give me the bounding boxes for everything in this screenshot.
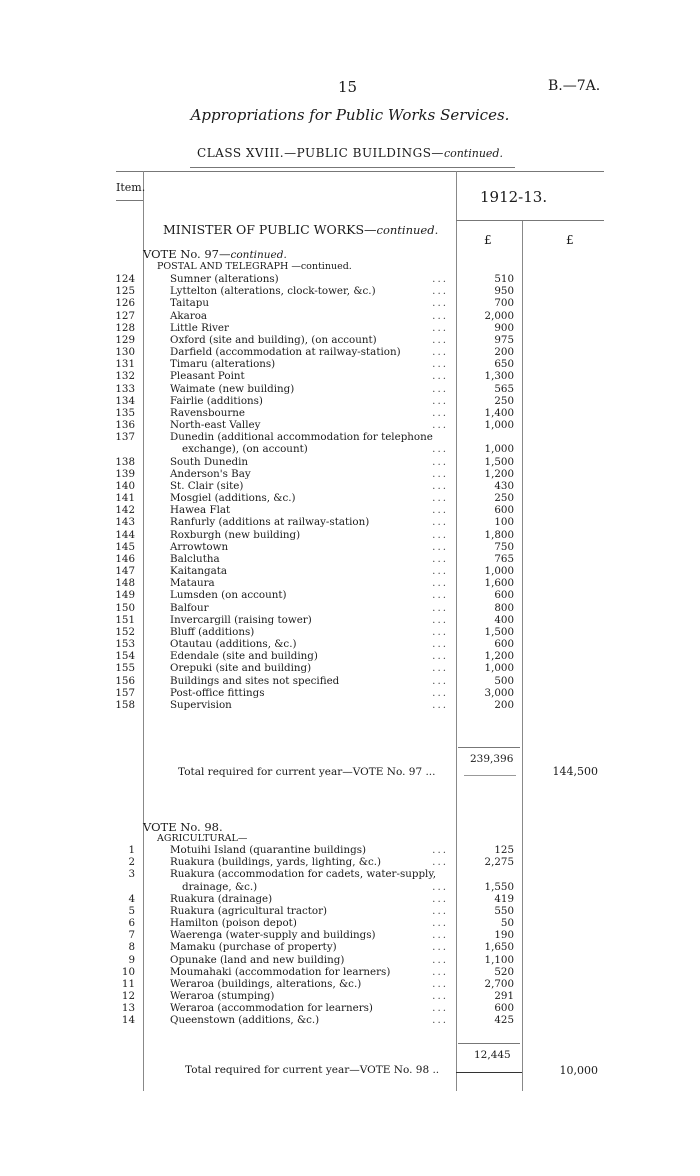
item-number: 144 bbox=[115, 528, 135, 541]
item-number: 137 bbox=[115, 431, 135, 444]
vote-97-subtotal-rule bbox=[458, 747, 520, 748]
item-number: 142 bbox=[115, 504, 135, 517]
table-row bbox=[0, 1002, 700, 1014]
item-amount: 419 bbox=[494, 892, 514, 905]
item-number: 143 bbox=[115, 516, 135, 529]
item-number: 152 bbox=[115, 625, 135, 638]
item-amount: 1,000 bbox=[484, 662, 514, 675]
table-row bbox=[0, 565, 700, 577]
item-description: Ruakura (agricultural tractor) bbox=[170, 904, 328, 917]
item-number: 157 bbox=[115, 686, 135, 699]
leader-dots: ... bbox=[432, 419, 448, 432]
leader-dots: ... bbox=[432, 273, 448, 285]
table-row bbox=[0, 978, 700, 990]
item-amount: 2,000 bbox=[484, 309, 514, 322]
item-description: Lumsden (on account) bbox=[170, 589, 287, 602]
item-description: Fairlie (additions) bbox=[170, 394, 263, 407]
item-number: 153 bbox=[115, 638, 135, 651]
table-row bbox=[0, 468, 700, 480]
item-amount: 1,200 bbox=[484, 467, 514, 480]
vote-98-subtotal-rule bbox=[458, 1043, 520, 1044]
item-description: drainage, &c.) bbox=[182, 880, 258, 893]
item-number: 155 bbox=[115, 662, 135, 675]
item-description: South Dunedin bbox=[170, 455, 249, 468]
vote-97-heading bbox=[143, 247, 287, 261]
item-amount: 400 bbox=[494, 613, 514, 626]
item-number: 125 bbox=[115, 285, 135, 298]
table-row bbox=[0, 516, 700, 528]
class-heading-text: CLASS XVIII.—PUBLIC BUILDINGS— bbox=[197, 146, 444, 160]
item-amount: 190 bbox=[494, 929, 514, 942]
item-description: Ruakura (accommodation for cadets, water-supply, bbox=[170, 868, 437, 881]
item-number: 130 bbox=[115, 346, 135, 359]
leader-dots: ... bbox=[432, 674, 448, 687]
item-number: 9 bbox=[128, 953, 135, 966]
table-row bbox=[0, 699, 700, 711]
leader-dots: ... bbox=[432, 516, 448, 529]
vote-97-total-label: Total required for current year—VOTE No. 97 ... bbox=[178, 766, 436, 778]
ministry-heading-continued: continued. bbox=[376, 223, 439, 237]
table-row bbox=[0, 529, 700, 541]
leader-dots: ... bbox=[432, 565, 448, 578]
item-amount: 125 bbox=[494, 844, 514, 856]
item-number: 140 bbox=[115, 479, 135, 492]
item-number: 8 bbox=[128, 941, 135, 954]
item-amount: 1,000 bbox=[484, 419, 514, 432]
table-row bbox=[0, 929, 700, 941]
item-amount: 800 bbox=[494, 601, 514, 614]
leader-dots: ... bbox=[432, 333, 448, 346]
item-amount: 950 bbox=[494, 285, 514, 298]
table-row bbox=[0, 602, 700, 614]
leader-dots: ... bbox=[432, 504, 448, 517]
leader-dots: ... bbox=[432, 844, 448, 856]
item-number: 129 bbox=[115, 333, 135, 346]
item-description: Buildings and sites not specified bbox=[170, 674, 340, 687]
item-description: Queenstown (additions, &c.) bbox=[170, 1014, 320, 1027]
item-description: Little River bbox=[170, 321, 229, 334]
item-description: Ravensbourne bbox=[170, 406, 246, 419]
item-description: Mosgiel (additions, &c.) bbox=[170, 492, 296, 505]
rule-top bbox=[116, 171, 604, 172]
item-number: 138 bbox=[115, 455, 135, 468]
table-row bbox=[0, 310, 700, 322]
leader-dots: ... bbox=[432, 625, 448, 638]
item-description: Edendale (site and building) bbox=[170, 650, 318, 663]
item-number: 10 bbox=[121, 965, 135, 978]
item-amount: 1,500 bbox=[484, 625, 514, 638]
item-amount: 765 bbox=[494, 552, 514, 565]
item-number: 154 bbox=[115, 650, 135, 663]
item-description: Darfield (accommodation at railway-station) bbox=[170, 346, 401, 359]
leader-dots: ... bbox=[432, 467, 448, 480]
item-description: Moumahaki (accommodation for learners) bbox=[170, 965, 391, 978]
item-amount: 1,200 bbox=[484, 650, 514, 663]
leader-dots: ... bbox=[432, 650, 448, 663]
table-row bbox=[0, 383, 700, 395]
table-row bbox=[0, 480, 700, 492]
item-description: Ranfurly (additions at railway-station) bbox=[170, 516, 370, 529]
item-description: Anderson's Bay bbox=[170, 467, 251, 480]
leader-dots: ... bbox=[432, 479, 448, 492]
item-amount: 50 bbox=[500, 917, 514, 930]
item-description: Post-office fittings bbox=[170, 686, 265, 699]
item-amount: 1,600 bbox=[484, 577, 514, 590]
item-description: Supervision bbox=[170, 698, 232, 711]
table-row bbox=[0, 553, 700, 565]
item-description: Sumner (alterations) bbox=[170, 273, 279, 285]
item-number: 131 bbox=[115, 358, 135, 371]
table-row bbox=[0, 881, 700, 893]
item-description: Lyttelton (alterations, clock-tower, &c.) bbox=[170, 285, 376, 298]
item-number: 147 bbox=[115, 565, 135, 578]
item-description: Dunedin (additional accommodation for telephone bbox=[170, 431, 433, 444]
item-description: North-east Valley bbox=[170, 419, 261, 432]
currency-label-amount: £ bbox=[484, 233, 492, 247]
year-header: 1912-13. bbox=[480, 188, 548, 206]
item-description: Mamaku (purchase of property) bbox=[170, 941, 337, 954]
vote-97-subtotal: 239,396 bbox=[470, 753, 514, 765]
item-amount: 600 bbox=[494, 638, 514, 651]
leader-dots: ... bbox=[432, 552, 448, 565]
item-amount: 1,000 bbox=[484, 565, 514, 578]
leader-dots: ... bbox=[432, 965, 448, 978]
leader-dots: ... bbox=[432, 990, 448, 1003]
table-row bbox=[0, 954, 700, 966]
leader-dots: ... bbox=[432, 589, 448, 602]
table-row bbox=[0, 844, 700, 856]
item-description: Weraroa (buildings, alterations, &c.) bbox=[170, 977, 362, 990]
table-row bbox=[0, 650, 700, 662]
vote-98-heading: VOTE No. 98. bbox=[143, 820, 223, 834]
item-number: 4 bbox=[128, 892, 135, 905]
item-number: 156 bbox=[115, 674, 135, 687]
item-amount: 600 bbox=[494, 589, 514, 602]
item-description: Taitapu bbox=[170, 297, 210, 310]
table-row bbox=[0, 541, 700, 553]
item-amount: 1,300 bbox=[484, 370, 514, 383]
table-row bbox=[0, 638, 700, 650]
leader-dots: ... bbox=[432, 686, 448, 699]
table-row bbox=[0, 856, 700, 868]
item-description: Balclutha bbox=[170, 552, 220, 565]
leader-dots: ... bbox=[432, 577, 448, 590]
item-number: 146 bbox=[115, 552, 135, 565]
item-description: Mataura bbox=[170, 577, 215, 590]
table-row bbox=[0, 346, 700, 358]
table-row bbox=[0, 687, 700, 699]
table-row bbox=[0, 431, 700, 443]
item-number: 12 bbox=[121, 990, 135, 1003]
item-description: Pleasant Point bbox=[170, 370, 245, 383]
leader-dots: ... bbox=[432, 394, 448, 407]
item-amount: 1,650 bbox=[484, 941, 514, 954]
item-amount: 600 bbox=[494, 1002, 514, 1015]
rule-item bbox=[116, 200, 143, 201]
class-heading bbox=[0, 146, 700, 160]
table-row bbox=[0, 504, 700, 516]
item-description: exchange), (on account) bbox=[182, 443, 308, 456]
table-row bbox=[0, 273, 700, 285]
item-description: Bluff (additions) bbox=[170, 625, 255, 638]
leader-dots: ... bbox=[432, 297, 448, 310]
page-title: Appropriations for Public Works Services. bbox=[190, 106, 510, 124]
item-description: Weraroa (stumping) bbox=[170, 990, 275, 1003]
vote-98-section: AGRICULTURAL— bbox=[157, 833, 248, 844]
item-number: 13 bbox=[121, 1002, 135, 1015]
item-amount: 1,500 bbox=[484, 455, 514, 468]
item-amount: 900 bbox=[494, 321, 514, 334]
item-amount: 500 bbox=[494, 674, 514, 687]
leader-dots: ... bbox=[432, 406, 448, 419]
item-amount: 520 bbox=[494, 965, 514, 978]
item-amount: 550 bbox=[494, 904, 514, 917]
leader-dots: ... bbox=[432, 953, 448, 966]
table-row bbox=[0, 395, 700, 407]
item-amount: 700 bbox=[494, 297, 514, 310]
item-description: Ruakura (buildings, yards, lighting, &c.) bbox=[170, 856, 382, 869]
item-number: 6 bbox=[128, 917, 135, 930]
item-number: 141 bbox=[115, 492, 135, 505]
item-amount: 975 bbox=[494, 333, 514, 346]
item-number: 5 bbox=[128, 904, 135, 917]
leader-dots: ... bbox=[432, 856, 448, 869]
table-row bbox=[0, 917, 700, 929]
vote-97-continued: continued. bbox=[230, 249, 287, 261]
table-row bbox=[0, 675, 700, 687]
item-number: 158 bbox=[115, 698, 135, 711]
ministry-heading-text: MINISTER OF PUBLIC WORKS— bbox=[163, 222, 377, 237]
table-row bbox=[0, 1014, 700, 1026]
item-number: 145 bbox=[115, 540, 135, 553]
item-number: 136 bbox=[115, 419, 135, 432]
rule-year bbox=[456, 220, 604, 221]
vote-98-total-label: Total required for current year—VOTE No. 98 .. bbox=[185, 1064, 440, 1076]
leader-dots: ... bbox=[432, 285, 448, 298]
item-amount: 100 bbox=[494, 516, 514, 529]
item-number: 127 bbox=[115, 309, 135, 322]
item-amount: 250 bbox=[494, 394, 514, 407]
item-amount: 510 bbox=[494, 273, 514, 285]
item-amount: 1,400 bbox=[484, 406, 514, 419]
item-description: Orepuki (site and building) bbox=[170, 662, 312, 675]
class-heading-continued: continued. bbox=[443, 147, 503, 160]
item-amount: 200 bbox=[494, 698, 514, 711]
item-amount: 650 bbox=[494, 358, 514, 371]
table-row bbox=[0, 334, 700, 346]
leader-dots: ... bbox=[432, 601, 448, 614]
item-description: Weraroa (accommodation for learners) bbox=[170, 1002, 373, 1015]
table-row bbox=[0, 614, 700, 626]
vote-98-total-value: 10,000 bbox=[559, 1064, 598, 1077]
item-description: Kaitangata bbox=[170, 565, 228, 578]
table-row bbox=[0, 492, 700, 504]
table-row bbox=[0, 443, 700, 455]
item-amount: 1,550 bbox=[484, 880, 514, 893]
item-amount: 565 bbox=[494, 382, 514, 395]
leader-dots: ... bbox=[432, 382, 448, 395]
item-description: Opunake (land and new building) bbox=[170, 953, 345, 966]
leader-dots: ... bbox=[432, 613, 448, 626]
item-description: Roxburgh (new building) bbox=[170, 528, 301, 541]
leader-dots: ... bbox=[432, 358, 448, 371]
leader-dots: ... bbox=[432, 346, 448, 359]
item-amount: 1,800 bbox=[484, 528, 514, 541]
table-row bbox=[0, 662, 700, 674]
item-amount: 1,000 bbox=[484, 443, 514, 456]
item-number: 11 bbox=[121, 977, 135, 990]
item-description: Waimate (new building) bbox=[170, 382, 295, 395]
table-row bbox=[0, 626, 700, 638]
item-number: 124 bbox=[115, 273, 135, 285]
item-description: Timaru (alterations) bbox=[170, 358, 276, 371]
item-description: Arrowtown bbox=[170, 540, 229, 553]
leader-dots: ... bbox=[432, 892, 448, 905]
vote-98-subtotal: 12,445 bbox=[474, 1049, 511, 1061]
table-row bbox=[0, 419, 700, 431]
leader-dots: ... bbox=[432, 917, 448, 930]
leader-dots: ... bbox=[432, 321, 448, 334]
item-description: Hamilton (poison depot) bbox=[170, 917, 297, 930]
item-number: 148 bbox=[115, 577, 135, 590]
vote-97-total-value: 144,500 bbox=[552, 765, 598, 778]
leader-dots: ... bbox=[432, 977, 448, 990]
document-reference: B.—7A. bbox=[548, 78, 601, 94]
item-number: 7 bbox=[128, 929, 135, 942]
page-number: 15 bbox=[338, 78, 358, 96]
table-row bbox=[0, 905, 700, 917]
item-description: Hawea Flat bbox=[170, 504, 231, 517]
item-amount: 430 bbox=[494, 479, 514, 492]
item-description: Ruakura (drainage) bbox=[170, 892, 273, 905]
leader-dots: ... bbox=[432, 1014, 448, 1027]
item-number: 128 bbox=[115, 321, 135, 334]
table-row bbox=[0, 370, 700, 382]
leader-dots: ... bbox=[432, 880, 448, 893]
item-number: 2 bbox=[128, 856, 135, 869]
item-column-header: Item. bbox=[116, 181, 146, 194]
table-row bbox=[0, 941, 700, 953]
item-number: 135 bbox=[115, 406, 135, 419]
item-amount: 600 bbox=[494, 504, 514, 517]
item-description: St. Clair (site) bbox=[170, 479, 244, 492]
leader-dots: ... bbox=[432, 540, 448, 553]
ministry-heading bbox=[163, 222, 438, 237]
table-row bbox=[0, 893, 700, 905]
leader-dots: ... bbox=[432, 528, 448, 541]
item-description: Balfour bbox=[170, 601, 209, 614]
leader-dots: ... bbox=[432, 638, 448, 651]
item-amount: 250 bbox=[494, 492, 514, 505]
item-description: Oxford (site and building), (on account) bbox=[170, 333, 377, 346]
leader-dots: ... bbox=[432, 941, 448, 954]
item-description: Motuihi Island (quarantine buildings) bbox=[170, 844, 367, 856]
vote-97-label: VOTE No. 97— bbox=[143, 247, 231, 261]
table-row bbox=[0, 589, 700, 601]
item-description: Waerenga (water-supply and buildings) bbox=[170, 929, 376, 942]
item-number: 126 bbox=[115, 297, 135, 310]
table-row bbox=[0, 407, 700, 419]
item-number: 151 bbox=[115, 613, 135, 626]
table-row bbox=[0, 966, 700, 978]
vote-98-total-rule bbox=[456, 1072, 522, 1073]
item-number: 134 bbox=[115, 394, 135, 407]
item-amount: 2,700 bbox=[484, 977, 514, 990]
vote-97-total-rule bbox=[464, 775, 516, 776]
item-amount: 200 bbox=[494, 346, 514, 359]
table-row bbox=[0, 358, 700, 370]
item-amount: 750 bbox=[494, 540, 514, 553]
leader-dots: ... bbox=[432, 455, 448, 468]
table-row bbox=[0, 297, 700, 309]
leader-dots: ... bbox=[432, 1002, 448, 1015]
item-number: 14 bbox=[121, 1014, 135, 1027]
item-amount: 291 bbox=[494, 990, 514, 1003]
leader-dots: ... bbox=[432, 662, 448, 675]
leader-dots: ... bbox=[432, 443, 448, 456]
table-row bbox=[0, 322, 700, 334]
item-description: Akaroa bbox=[170, 309, 208, 322]
leader-dots: ... bbox=[432, 698, 448, 711]
leader-dots: ... bbox=[432, 929, 448, 942]
item-description: Otautau (additions, &c.) bbox=[170, 638, 297, 651]
item-number: 3 bbox=[128, 868, 135, 881]
item-amount: 425 bbox=[494, 1014, 514, 1027]
table-row bbox=[0, 456, 700, 468]
currency-label-total: £ bbox=[566, 233, 574, 247]
item-number: 132 bbox=[115, 370, 135, 383]
item-number: 1 bbox=[128, 844, 135, 856]
item-description: Invercargill (raising tower) bbox=[170, 613, 312, 626]
table-row bbox=[0, 868, 700, 880]
table-row bbox=[0, 577, 700, 589]
rule-under-class bbox=[190, 167, 515, 168]
item-number: 149 bbox=[115, 589, 135, 602]
leader-dots: ... bbox=[432, 370, 448, 383]
table-row bbox=[0, 990, 700, 1002]
leader-dots: ... bbox=[432, 904, 448, 917]
table-row bbox=[0, 285, 700, 297]
leader-dots: ... bbox=[432, 309, 448, 322]
item-amount: 3,000 bbox=[484, 686, 514, 699]
item-number: 139 bbox=[115, 467, 135, 480]
item-number: 150 bbox=[115, 601, 135, 614]
vote-97-section: POSTAL AND TELEGRAPH —continued. bbox=[157, 261, 352, 272]
leader-dots: ... bbox=[432, 492, 448, 505]
item-amount: 1,100 bbox=[484, 953, 514, 966]
item-amount: 2,275 bbox=[484, 856, 514, 869]
item-number: 133 bbox=[115, 382, 135, 395]
